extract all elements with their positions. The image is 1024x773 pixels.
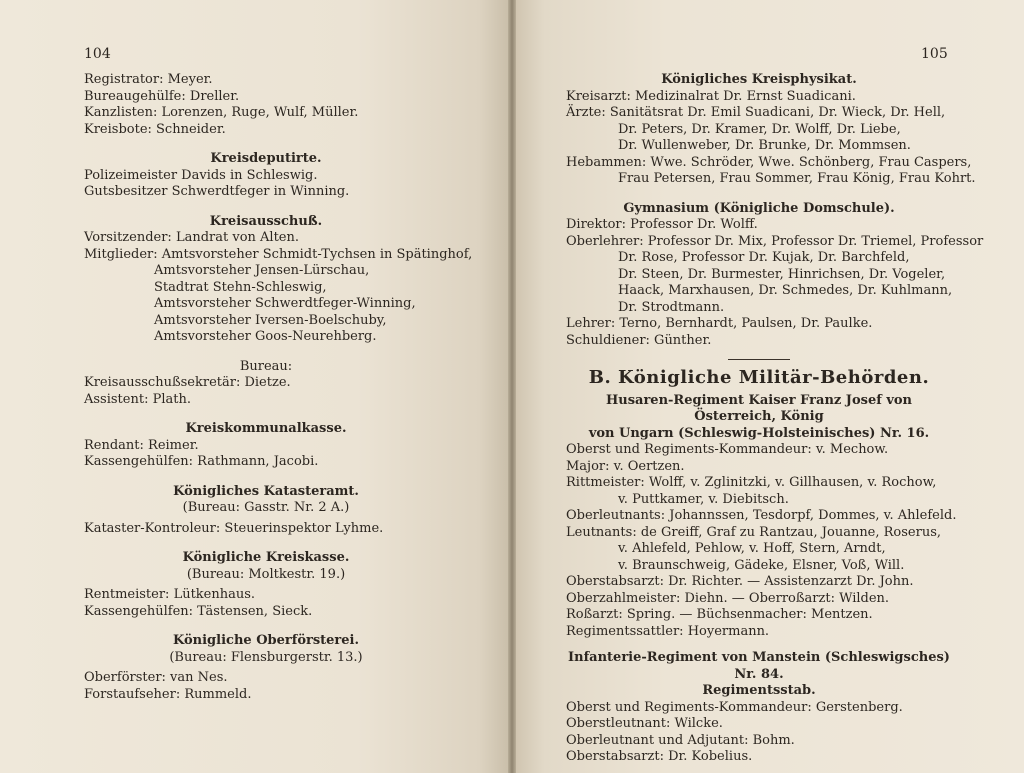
text-line: Leutnants: de Greiff, Graf zu Rantzau, Jouanne, Roserus,	[566, 524, 942, 540]
text-line: Amtsvorsteher Iversen-Boelschuby,	[154, 312, 387, 328]
section-divider	[728, 359, 790, 360]
section-subheading: (Bureau: Moltkestr. 19.)	[186, 566, 346, 582]
section-heading-kreisphysikat: Königliches Kreisphysikat.	[661, 72, 857, 87]
list-husaren	[566, 442, 957, 640]
text-line: Oberförster: van Nes.	[84, 670, 228, 685]
text-line: Schuldiener: Günther.	[566, 332, 712, 348]
text-line: Major: v. Oertzen.	[566, 458, 685, 474]
text-line: v. Puttkamer, v. Diebitsch.	[618, 491, 789, 507]
section-heading-kreisausschuss: Kreisausschuß.	[209, 213, 323, 229]
section-heading-husaren-line1: Husaren-Regiment Kaiser Franz Josef von Österreich, König	[605, 392, 913, 424]
text-line: Kassengehülfen: Rathmann, Jacobi.	[84, 454, 319, 469]
text-line: Oberstabsarzt: Dr. Kobelius.	[566, 749, 753, 764]
text-line: Oberstleutnant: Wilcke.	[566, 716, 723, 731]
text-line: Frau Petersen, Frau Sommer, Frau König, Frau Kohrt.	[618, 171, 976, 186]
text-line: Bureaugehülfe: Dreller.	[84, 88, 240, 104]
book-gutter	[508, 0, 516, 773]
text-line: Oberleutnants: Johannssen, Tesdorpf, Dommes, v. Ahlefeld.	[566, 508, 957, 523]
section-heading-infanterie: Infanterie-Regiment von Manstein (Schleswigsches) Nr. 84.	[568, 650, 950, 682]
section-heading-husaren-line2: von Ungarn (Schleswig-Holsteinisches) Nr. 16.	[588, 425, 930, 441]
text-line: Dr. Rose, Professor Dr. Kujak, Dr. Barchfeld,	[618, 250, 910, 265]
text-line: Amtsvorsteher Goos-Neurehberg.	[154, 329, 377, 344]
list-infanterie	[566, 700, 952, 766]
section-heading-bureau: Bureau:	[239, 358, 293, 374]
section-heading-gymnasium: Gymnasium (Königliche Domschule).	[623, 200, 895, 216]
text-line: Kreisarzt: Medizinalrat Dr. Ernst Suadicani.	[566, 88, 856, 104]
section-heading-katasteramt: Königliches Katasteramt.	[173, 483, 359, 499]
right-text-column	[566, 72, 984, 766]
text-line: Oberst und Regiments-Kommandeur: Gerstenberg.	[566, 699, 903, 715]
section-subheading: (Bureau: Flensburgerstr. 13.)	[169, 649, 363, 665]
text-line: Kataster-Kontroleur: Steuerinspektor Lyhme.	[84, 520, 384, 536]
text-line: Vorsitzender: Landrat von Alten.	[84, 230, 299, 245]
text-line: Hebammen: Wwe. Schröder, Wwe. Schönberg, Frau Caspers,	[566, 154, 972, 170]
text-line: Oberlehrer: Professor Dr. Mix, Professor Dr. Triemel, Professor	[566, 233, 984, 249]
page-number-left: 104	[84, 46, 111, 62]
text-line: Amtsvorsteher Schwerdtfeger-Winning,	[154, 296, 416, 311]
text-line: Kreisausschußsekretär: Dietze.	[84, 375, 291, 390]
text-line: Rittmeister: Wolff, v. Zglinitzki, v. Gillhausen, v. Rochow,	[566, 475, 937, 490]
section-subheading: (Bureau: Gasstr. Nr. 2 A.)	[182, 500, 350, 515]
section-subheading-regimentsstab: Regimentsstab.	[702, 683, 816, 698]
text-line: v. Ahlefeld, Pehlow, v. Hoff, Stern, Arndt,	[618, 541, 886, 556]
text-line: Haack, Marxhausen, Dr. Schmedes, Dr. Kuhlmann,	[618, 283, 953, 298]
page-number-right: 105	[921, 46, 948, 62]
text-line: Kreisbote: Schneider.	[84, 121, 226, 137]
text-line: Regimentssattler: Hoyermann.	[566, 623, 770, 639]
list-physikat	[566, 88, 976, 188]
section-heading-kreiskasse: Königliche Kreiskasse.	[182, 550, 350, 565]
text-line: Oberzahlmeister: Diehn. — Oberroßarzt: Wilden.	[566, 590, 890, 606]
military-heading: B. Königliche Militär-Behörden.	[588, 367, 930, 388]
text-line: Kanzlisten: Lorenzen, Ruge, Wulf, Müller.	[84, 105, 359, 120]
text-line: Ärzte: Sanitätsrat Dr. Emil Suadicani, Dr. Wieck, Dr. Hell,	[566, 105, 946, 120]
text-line: Roßarzt: Spring. — Büchsenmacher: Mentzen.	[566, 607, 873, 622]
text-line: Oberleutnant und Adjutant: Bohm.	[566, 732, 795, 748]
text-line: Oberstabsarzt: Dr. Richter. — Assistenzarzt Dr. John.	[566, 574, 914, 589]
text-line: Kassengehülfen: Tästensen, Sieck.	[84, 603, 313, 619]
text-line: Oberst und Regiments-Kommandeur: v. Mechow.	[566, 442, 889, 457]
text-line: Amtsvorsteher Jensen-Lürschau,	[154, 263, 370, 278]
left-text-column	[84, 72, 473, 703]
text-line: Dr. Peters, Dr. Kramer, Dr. Wolff, Dr. Liebe,	[618, 121, 901, 137]
section-heading-kreiskommunalkasse: Kreiskommunalkasse.	[185, 421, 347, 436]
text-line: Polizeimeister Davids in Schleswig.	[84, 167, 318, 183]
text-line: Assistent: Plath.	[84, 391, 191, 407]
text-line: Lehrer: Terno, Bernhardt, Paulsen, Dr. Paulke.	[566, 316, 873, 331]
text-line: Direktor: Professor Dr. Wolff.	[566, 217, 758, 232]
text-line: Gutsbesitzer Schwerdtfeger in Winning.	[84, 184, 350, 199]
text-line: Dr. Strodtmann.	[618, 299, 725, 315]
text-line: Forstaufseher: Rummeld.	[84, 686, 252, 702]
text-line: Dr. Steen, Dr. Burmester, Hinrichsen, Dr. Vogeler,	[618, 266, 946, 282]
text-line: Mitglieder: Amtsvorsteher Schmidt-Tychsen in Spätinghof,	[84, 246, 473, 262]
text-line: v. Braunschweig, Gädeke, Elsner, Voß, Will.	[618, 557, 905, 573]
text-line: Rendant: Reimer.	[84, 437, 199, 453]
text-line: Dr. Wullenweber, Dr. Brunke, Dr. Mommsen.	[618, 138, 911, 153]
section-heading-oberfoersterei: Königliche Oberförsterei.	[172, 633, 360, 648]
text-line: Registrator: Meyer.	[84, 72, 213, 87]
text-line: Rentmeister: Lütkenhaus.	[84, 587, 256, 602]
section-heading-kreisdeputirte: Kreisdeputirte.	[210, 151, 322, 166]
list-gymnasium	[566, 217, 984, 349]
text-line: Stadtrat Stehn-Schleswig,	[154, 279, 327, 295]
